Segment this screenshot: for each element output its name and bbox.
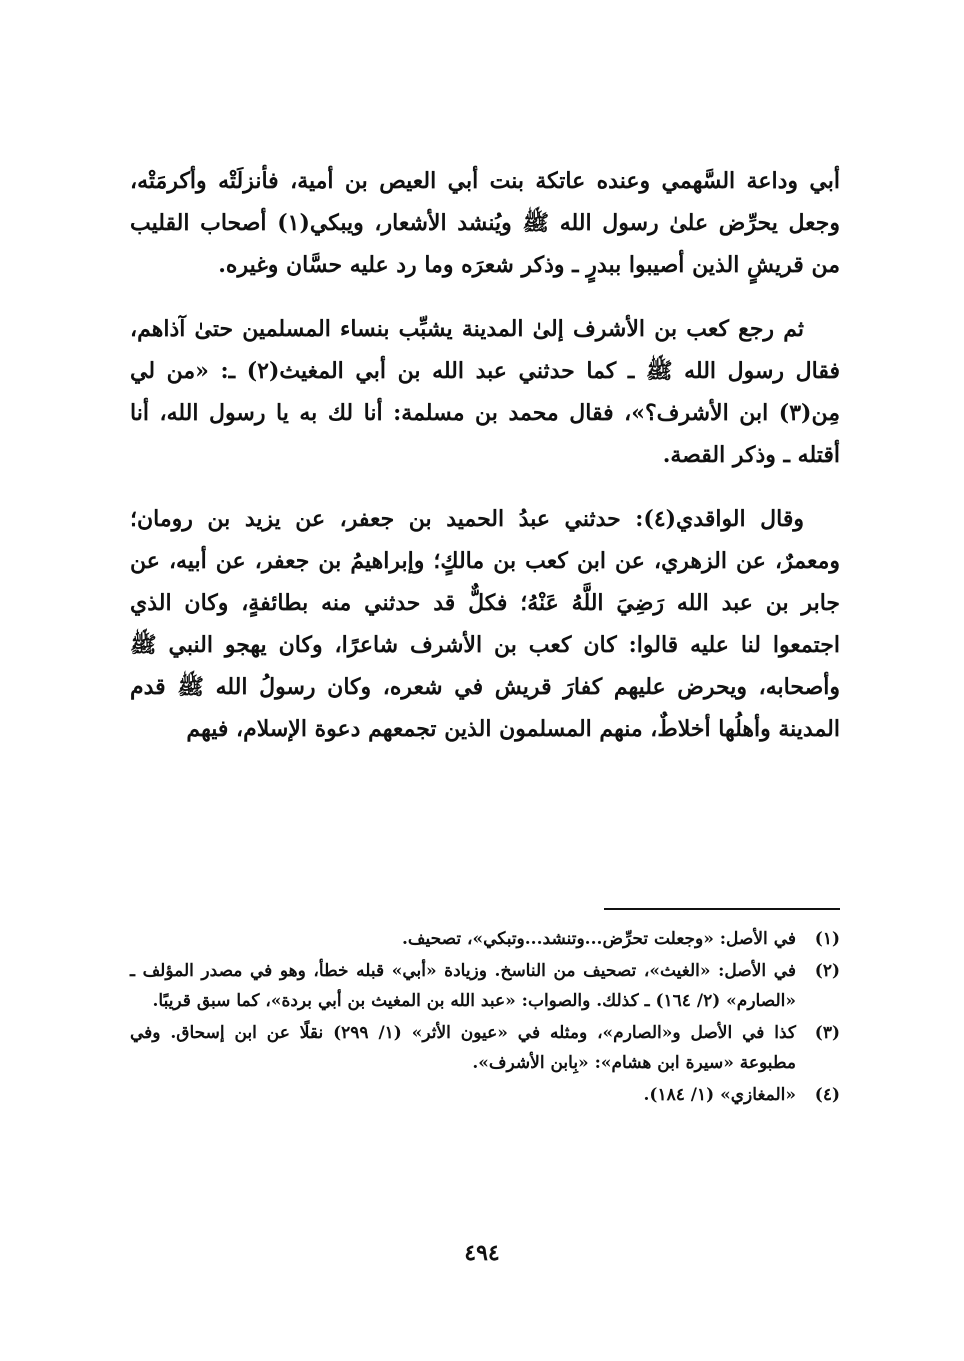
footnote-text: في الأصل: «وجعلت تحرِّض...وتنشد...وتبكي»، تصحيف. — [402, 929, 796, 949]
footnote-3 — [130, 1018, 840, 1078]
footnote-number: (١) — [814, 929, 840, 949]
footnote-4 — [130, 1080, 840, 1110]
main-text — [130, 160, 840, 772]
paragraph-2: ثم رجع كعب بن الأشرف إلىٰ المدينة يشبِّب بنساء المسلمين حتىٰ آذاهم، فقال رسول الله ﷺ ـ كما حدثني عبد الله بن أبي المغيث(٢) ـ: «من لي مِن(٣) ابن الأشرف؟»، فقال محمد بن مسلمة: أنا لك به يا رسول الله، أنا أقتله ـ وذكر القصة. — [130, 316, 841, 468]
footnote-number: (٢) — [814, 961, 840, 981]
footnote-text: كذا في الأصل و«الصارم»، ومثله في «عيون الأثر» (١/ ٢٩٩) نقلًا عن ابن إسحاق. وفي مطبوعة «سيرة ابن هشام»: «بِابن الأشرف». — [130, 1023, 796, 1073]
footnote-separator — [604, 908, 840, 910]
footnote-2 — [130, 956, 840, 1016]
footnote-number: (٤) — [814, 1085, 840, 1105]
footnote-text: في الأصل: «الغيث»، تصحيف من الناسخ. وزيادة «أبي» قبله خطأ، وهو في مصدر المؤلف ـ «الصارم» (٢/ ١٦٤) ـ كذلك. والصواب: «عبد الله بن المغيث بن أبي بردة»، كما سبق قريبًا. — [130, 961, 796, 1011]
page-number: ٤٩٤ — [464, 1240, 500, 1266]
paragraph-3: وقال الواقدي(٤): حدثني عبدُ الحميد بن جعفر، عن يزيد بن رومان؛ ومعمرٌ، عن الزهري، عن ابن كعب بن مالكٍ؛ وإبراهيمُ بن جعفر، عن أبيه، عن جابر بن عبد الله رَضِيَ اللَّهُ عَنْهُ؛ فكلٌّ قد حدثني منه بطائفةٍ، وكان الذي اجتمعوا لنا عليه قالوا: كان كعب بن الأشرف شاعرًا، وكان يهجو النبي ﷺ وأصحابه، ويحرض عليهم كفارَ قريش في شعره، وكان رسولُ الله ﷺ قدم المدينة وأهلُها أخلاطٌ، منهم المسلمون الذين تجمعهم دعوة الإسلام، فيهم — [130, 506, 840, 742]
paragraph-1: أبي وداعة السَّهمي وعنده عاتكة بنت أبي العيص بن أمية، فأنزلَتْه وأكرمَتْه، وجعل يحرِّض علىٰ رسول الله ﷺ ويُنشد الأشعار، ويبكي(١) أصحاب القليب من قريشٍ الذين أصيبوا ببدرٍ ـ وذكر شعرَه وما رد عليه حسَّان وغيره. — [130, 168, 840, 278]
footnote-number: (٣) — [814, 1023, 840, 1043]
footnote-text: «المغازي» (١/ ١٨٤). — [643, 1085, 796, 1105]
footnote-1 — [130, 924, 840, 954]
footnotes — [130, 924, 840, 1112]
